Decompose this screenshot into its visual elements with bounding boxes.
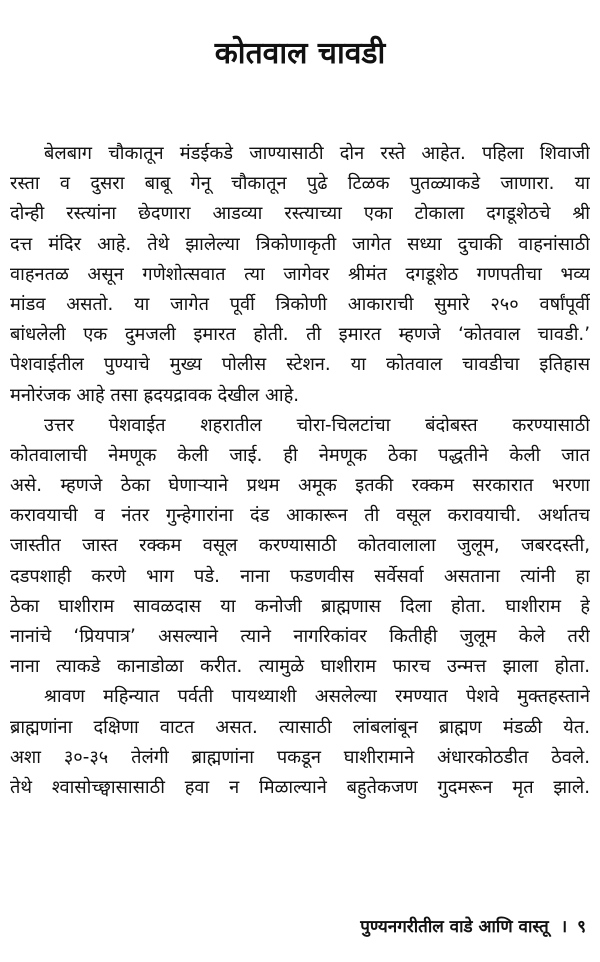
text-line: दोन्ही रस्त्यांना छेदणारा आडव्या रस्त्याच्या एका टोकाला दगडूशेठचे श्री	[10, 203, 590, 225]
paragraph	[10, 411, 590, 683]
text-line: श्रावण महिन्यात पर्वती पायथ्याशी असलेल्या रमण्यात पेशवे मुक्तहस्ताने	[44, 686, 590, 708]
text-line: वाहनतळ असून गणेशोत्सवात त्या जागेवर श्रीमंत दगडूशेठ गणपतीचा भव्य	[10, 263, 590, 285]
text-line: मांडव असतो. या जागेत पूर्वी त्रिकोणी आकाराची सुमारे २५० वर्षांपूर्वी	[10, 293, 590, 315]
text-line: पेशवाईतील पुण्याचे मुख्य पोलीस स्टेशन. या कोतवाल चावडीचा इतिहास	[10, 354, 590, 376]
text-line: करावयाची व नंतर गुन्हेगारांना दंड आकारून ती वसूल करावयाची. अर्थातच	[10, 505, 590, 527]
text-line: दत्त मंदिर आहे. तेथे झालेल्या त्रिकोणाकृती जागेत सध्या दुचाकी वाहनांसाठी	[10, 233, 590, 255]
text-line: तेथे श्वासोच्छ्वासासाठी हवा न मिळाल्याने बहुतेकजण गुदमरून मृत झाले.	[10, 776, 590, 798]
text-line: जास्तीत जास्त रक्कम वसूल करण्यासाठी कोतवालाला जुलूम, जबरदस्ती,	[10, 535, 590, 557]
text-line: ब्राह्मणांना दक्षिणा वाटत असत. त्यासाठी लांबलांबून ब्राह्मण मंडळी येत.	[10, 716, 590, 738]
footer-separator: ।	[560, 917, 568, 937]
text-line: अशा ३०-३५ तेलंगी ब्राह्मणांना पकडून घाशीरामाने अंधारकोठडीत ठेवले.	[10, 746, 590, 768]
page-number: ९	[577, 917, 586, 937]
book-title: पुण्यनगरीतील वाडे आणि वास्तू	[360, 917, 549, 937]
text-line: कोतवालाची नेमणूक केली जाई. ही नेमणूक ठेका पद्धतीने केली जात	[10, 444, 590, 466]
running-footer	[360, 912, 586, 942]
text-line: बांधलेली एक दुमजली इमारत होती. ती इमारत म्हणजे ‘कोतवाल चावडी.’	[10, 324, 590, 346]
text-line: मनोरंजक आहे तसा ह्रदयद्रावक देखील आहे.	[10, 384, 300, 406]
text-line: ठेका घाशीराम सावळदास या कनोजी ब्राह्मणास दिला होता. घाशीराम हे	[10, 595, 590, 617]
text-line: रस्ता व दुसरा बाबू गेनू चौकातून पुढे टिळक पुतळ्याकडे जाणारा. या	[10, 173, 590, 195]
paragraph	[10, 139, 590, 411]
text-line: असे. म्हणजे ठेका घेणाऱ्याने प्रथम अमूक इतकी रक्कम सरकारात भरणा	[10, 475, 590, 497]
text-line: बेलबाग चौकातून मंडईकडे जाण्यासाठी दोन रस्ते आहेत. पहिला शिवाजी	[44, 143, 590, 164]
body-text	[10, 139, 590, 803]
text-line: नाना त्याकडे कानाडोळा करीत. त्यामुळे घाशीराम फारच उन्मत्त झाला होता.	[10, 656, 590, 678]
text-line: नानांचे ‘प्रियपात्र’ असल्याने त्याने नागरिकांवर कितीही जुलूम केले तरी	[10, 626, 590, 647]
page-title: कोतवाल चावडी	[214, 36, 386, 72]
text-line: उत्तर पेशवाईत शहरातील चोरा-चिलटांचा बंदोबस्त करण्यासाठी	[44, 414, 590, 436]
paragraph	[10, 682, 590, 803]
text-line: दडपशाही करणे भाग पडे. नाना फडणवीस सर्वेसर्वा असताना त्यांनी हा	[10, 565, 590, 587]
